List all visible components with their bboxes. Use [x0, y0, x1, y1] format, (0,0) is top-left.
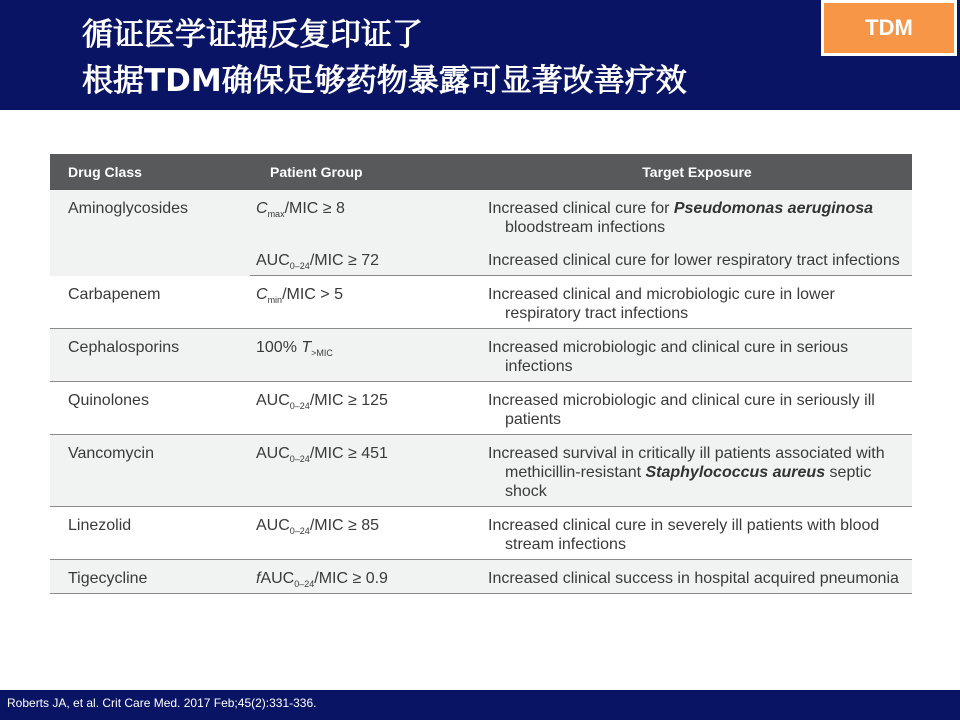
target-text: Increased clinical cure for lower respiratory tract infections [488, 252, 900, 269]
drug-class-cell: Cephalosporins [50, 329, 250, 382]
pk-threshold: /MIC ≥ 72 [309, 252, 380, 269]
reference-citation: Roberts JA, et al. Crit Care Med. 2017 Feb;45(2):331-336. [7, 696, 317, 710]
target-text-continued: septic shock [505, 464, 872, 500]
pk-parameter: 100% T [256, 339, 312, 356]
target-text-continued: bloodstream infections [505, 219, 666, 236]
pk-subscript: 0–24 [294, 579, 315, 589]
target-exposure-cell [482, 507, 912, 560]
header-drug-class: Drug Class [50, 154, 250, 190]
footer-bar [0, 690, 960, 720]
target-text: Increased microbiologic and clinical cure in serious infections [488, 339, 849, 375]
drug-class-cell: Linezolid [50, 507, 250, 560]
pk-threshold: /MIC > 5 [282, 286, 343, 303]
header-target-exposure: Target Exposure [482, 154, 912, 190]
header-patient-group: Patient Group [250, 154, 482, 190]
target-text: Increased clinical cure for [488, 200, 674, 217]
target-exposure-cell [482, 435, 912, 507]
pk-subscript: 0–24 [289, 454, 310, 464]
tdm-badge-label: TDM [824, 3, 954, 53]
drug-class-cell: Aminoglycosides [50, 190, 250, 276]
table-row [50, 560, 912, 594]
patient-group-cell [250, 560, 482, 594]
pk-parameter: AUC [256, 392, 290, 409]
drug-class-cell: Vancomycin [50, 435, 250, 507]
patient-group-cell [250, 276, 482, 329]
target-text: Increased microbiologic and clinical cure in seriously ill patients [488, 392, 875, 428]
organism-name: Pseudomonas aeruginosa [673, 200, 874, 217]
pk-threshold: /MIC ≥ 125 [309, 392, 388, 409]
target-exposure-cell [482, 190, 912, 242]
pk-subscript: 0–24 [289, 401, 310, 411]
drug-class-cell: Quinolones [50, 382, 250, 435]
pk-subscript: >MIC [311, 348, 333, 358]
target-text: Increased survival in critically ill patients associated with methicillin-resistant [488, 445, 885, 481]
pk-subscript: min [267, 295, 283, 305]
table-row [50, 276, 912, 329]
table-row [50, 190, 912, 242]
table-row [50, 507, 912, 560]
target-text: Increased clinical success in hospital acquired pneumonia [488, 570, 899, 587]
organism-name: Staphylococcus aureus [645, 464, 826, 481]
patient-group-cell [250, 242, 482, 276]
target-text: Increased clinical cure in severely ill patients with blood stream infections [488, 517, 880, 553]
pk-parameter: AUC [256, 252, 290, 269]
pk-parameter: C [256, 200, 268, 217]
pk-subscript: 0–24 [289, 526, 310, 536]
tdm-badge [821, 0, 957, 56]
title-line-1: 循证医学证据反复印证了 [82, 17, 423, 53]
target-exposure-cell [482, 382, 912, 435]
patient-group-cell [250, 435, 482, 507]
pk-parameter: AUC [256, 445, 290, 462]
patient-group-cell [250, 329, 482, 382]
pk-subscript: max [267, 209, 285, 219]
target-exposure-table [50, 154, 912, 594]
patient-group-cell [250, 382, 482, 435]
table-body [50, 190, 912, 594]
pk-parameter: C [256, 286, 268, 303]
drug-class-cell: Carbapenem [50, 276, 250, 329]
slide-title [82, 12, 687, 104]
table-header-row [50, 154, 912, 190]
target-exposure-cell [482, 560, 912, 594]
table-row [50, 382, 912, 435]
patient-group-cell [250, 507, 482, 560]
target-text: Increased clinical and microbiologic cure in lower respiratory tract infections [488, 286, 835, 322]
pk-threshold: /MIC ≥ 85 [309, 517, 380, 534]
target-exposure-cell [482, 276, 912, 329]
table-row [50, 329, 912, 382]
target-exposure-cell [482, 329, 912, 382]
pk-threshold: /MIC ≥ 8 [284, 200, 345, 217]
pk-parameter: AUC [256, 517, 290, 534]
pk-parameter: fAUC [256, 570, 295, 587]
target-exposure-cell [482, 242, 912, 276]
pk-subscript: 0–24 [289, 261, 310, 271]
title-line-2: 根据TDM确保足够药物暴露可显著改善疗效 [82, 63, 687, 99]
header-banner [0, 0, 960, 110]
pk-threshold: /MIC ≥ 0.9 [314, 570, 388, 587]
pk-threshold: /MIC ≥ 451 [309, 445, 388, 462]
drug-class-cell: Tigecycline [50, 560, 250, 594]
table-row [50, 435, 912, 507]
patient-group-cell [250, 190, 482, 242]
